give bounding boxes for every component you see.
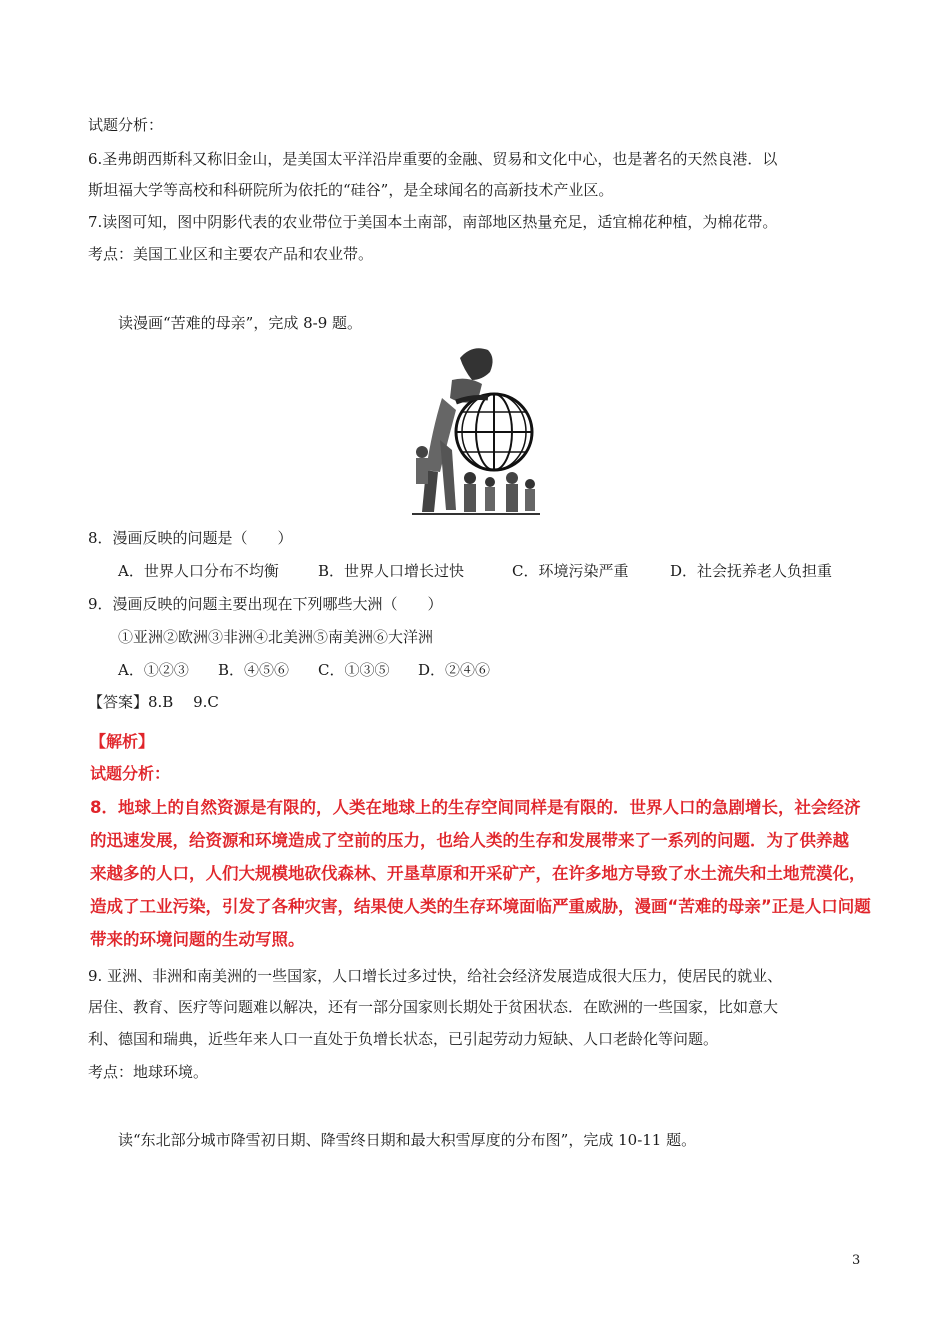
exp8-line: 8．地球上的自然资源是有限的，人类在地球上的生存空间同样是有限的．世界人口的急剧增长，社会经济 [90, 798, 861, 817]
exp8-line: 造成了工业污染，引发了各种灾害，结果使人类的生存环境面临严重威胁，漫画“苦难的母亲”正是人口问题 [90, 897, 871, 916]
mother-globe-icon [412, 340, 540, 518]
q9-continents: ①亚洲②欧洲③非洲④北美洲⑤南美洲⑥大洋洲 [118, 628, 434, 646]
exp8-line: 的迅速发展，给资源和环境造成了空前的压力，也给人类的生存和发展带来了一系列的问题．为了供养越 [90, 831, 849, 850]
q9-option-c: C．①③⑤ [318, 661, 390, 679]
jiexi-label: 【解析】 [90, 732, 155, 751]
answer: 【答案】8.B 9.C [88, 693, 219, 711]
q8-option-c: C．环境污染严重 [512, 562, 629, 580]
page-number: 3 [852, 1253, 861, 1268]
question-intro: 读漫画“苦难的母亲”，完成 8-9 题。 [118, 314, 363, 332]
q9-options [118, 660, 490, 680]
analysis-label-red: 试题分析： [90, 764, 171, 783]
q9-option-b: B．④⑤⑥ [218, 661, 290, 679]
q8-option-b: B．世界人口增长过快 [318, 562, 465, 580]
q9-option-a: A．①②③ [118, 661, 189, 679]
q8-option-d: D．社会抚养老人负担重 [670, 562, 833, 580]
exp8-line: 带来的环境问题的生动写照。 [90, 930, 305, 949]
exp8-line: 来越多的人口，人们大规模地砍伐森林、开垦草原和开采矿产，在许多地方导致了水土流失和土地荒漠化， [90, 864, 866, 883]
q9-option-d: D．②④⑥ [418, 661, 491, 679]
q6-explanation-line-2: 斯坦福大学等高校和科研院所为依托的“硅谷”，是全球闻名的高新技术产业区。 [88, 181, 614, 199]
cartoon-image [412, 340, 540, 518]
analysis-label: 试题分析： [88, 116, 164, 134]
kaodian: 考点：美国工业区和主要农产品和农业带。 [88, 245, 374, 263]
q8-options [118, 561, 832, 581]
exp9-line: 9. 亚洲、非洲和南美洲的一些国家，人口增长过多过快，给社会经济发展造成很大压力，使居民的就业、 [88, 967, 783, 985]
exp9-line: 居住、教育、医疗等问题难以解决，还有一部分国家则长期处于贫困状态．在欧洲的一些国家，比如意大 [88, 998, 779, 1016]
exp9-line: 利、德国和瑞典，近些年来人口一直处于负增长状态，已引起劳动力短缺、人口老龄化等问题。 [88, 1030, 719, 1048]
q7-explanation: 7.读图可知，图中阴影代表的农业带位于美国本土南部，南部地区热量充足，适宜棉花种植，为棉花带。 [88, 213, 778, 231]
q6-explanation-line-1: 6.圣弗朗西斯科又称旧金山，是美国太平洋沿岸重要的金融、贸易和文化中心，也是著名的天然良港．以 [88, 150, 778, 168]
q9-stem: 9．漫画反映的问题主要出现在下列哪些大洲（ ） [88, 595, 443, 613]
question-intro-10-11: 读“东北部分城市降雪初日期、降雪终日期和最大积雪厚度的分布图”，完成 10-11 题。 [118, 1131, 697, 1149]
kaodian-2: 考点：地球环境。 [88, 1063, 209, 1081]
q8-option-a: A．世界人口分布不均衡 [118, 562, 279, 580]
q8-stem: 8．漫画反映的问题是（ ） [88, 529, 293, 547]
